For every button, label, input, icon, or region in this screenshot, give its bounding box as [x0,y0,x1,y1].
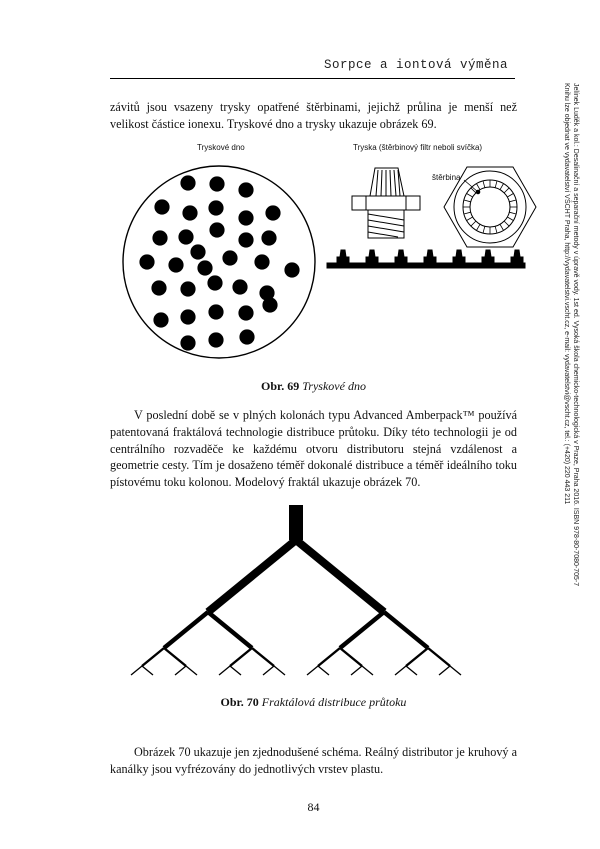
fractal-channel [142,666,153,675]
figure-69-label-nozzle-plate: Tryskové dno [197,143,245,152]
fractal-channel [450,666,461,675]
fractal-channel [175,666,186,675]
page-number: 84 [307,800,320,814]
fractal-channel [252,648,274,666]
fractal-channel [230,666,241,675]
fractal-channel [340,612,384,648]
fractal-channel [384,612,428,648]
fractal-channel [263,666,274,675]
fractal-channel [142,648,164,666]
fractal-channel [395,666,406,675]
fractal-channel [131,666,142,675]
figure-70-caption-text: Fraktálová distribuce průtoku [261,695,407,709]
paragraph-intro: závitů jsou vsazeny trysky opatřené štěrbinami, jejichž průlina je menší než velikost částice ionexu. Tryskové dno a trysky ukazuje obrázek 69. [110,100,517,131]
fractal-channel [428,648,450,666]
figure-69-label-slot: štěrbina [432,173,461,182]
paragraph-fractal: V poslední době se v plných kolonách typu Advanced Amberpack™ používá patentovaná fraktálová technologie distribuce průtoku. Díky této technologii je od centrálního rozvaděče ke každému otvoru distributoru stejná vzdálenost a geometrie cesty. Tím je dosaženo téměř dokonalé distribuce a téměř ideálního toku pístovému toku kolonou. Modelový fraktál ukazuje obrázek 70. [110,408,517,490]
fractal-channel [351,666,362,675]
fractal-channel [307,666,318,675]
figure-69-caption-text: Tryskové dno [302,379,366,393]
figure-70-caption [110,695,517,710]
fractal-channel [318,648,340,666]
page-header-title: Sorpce a iontová výměna [323,58,508,72]
fractal-channel [230,648,252,666]
fractal-channel [274,666,285,675]
fractal-channel [318,666,329,675]
figure-69-caption-number: Obr. 69 [261,379,300,393]
fractal-channel [208,540,296,612]
fractal-channel [406,648,428,666]
citation-line-2: Knihu lze objednat ve vydavatelství VŠCHT Praha, http://vydavatelstvi.vscht.cz, e-mail: vydavatelstvi@vscht.cz, tel.: (+420) 220 443 211 [563,83,570,505]
citation-line-1: Jelínek Luděk a kol.: Desalinační a separační metody v úpravě vody. 1st ed. Vysoká škola chemicko-technologická v Praze, Praha 2016. ISBN 978-80-7080-705-7 [572,83,579,587]
figure-69-label-nozzle: Tryska (štěrbinový filtr neboli svíčka) [353,143,483,152]
fractal-channel [439,666,450,675]
fractal-channel [406,666,417,675]
paragraph-schematic-note: Obrázek 70 ukazuje jen zjednodušené schéma. Reálný distributor je kruhový a kanálky jsou vyfrézovány do jednotlivých vrstev plastu. [110,745,517,776]
fractal-channel [296,540,384,612]
fractal-channel [362,666,373,675]
fractal-channel [219,666,230,675]
citation-sidebar [562,83,580,643]
fractal-channel [340,648,362,666]
fractal-channel [164,648,186,666]
fractal-channel [186,666,197,675]
fractal-channel [164,612,208,648]
fractal-channel [208,612,252,648]
figure-70-caption-number: Obr. 70 [220,695,259,709]
